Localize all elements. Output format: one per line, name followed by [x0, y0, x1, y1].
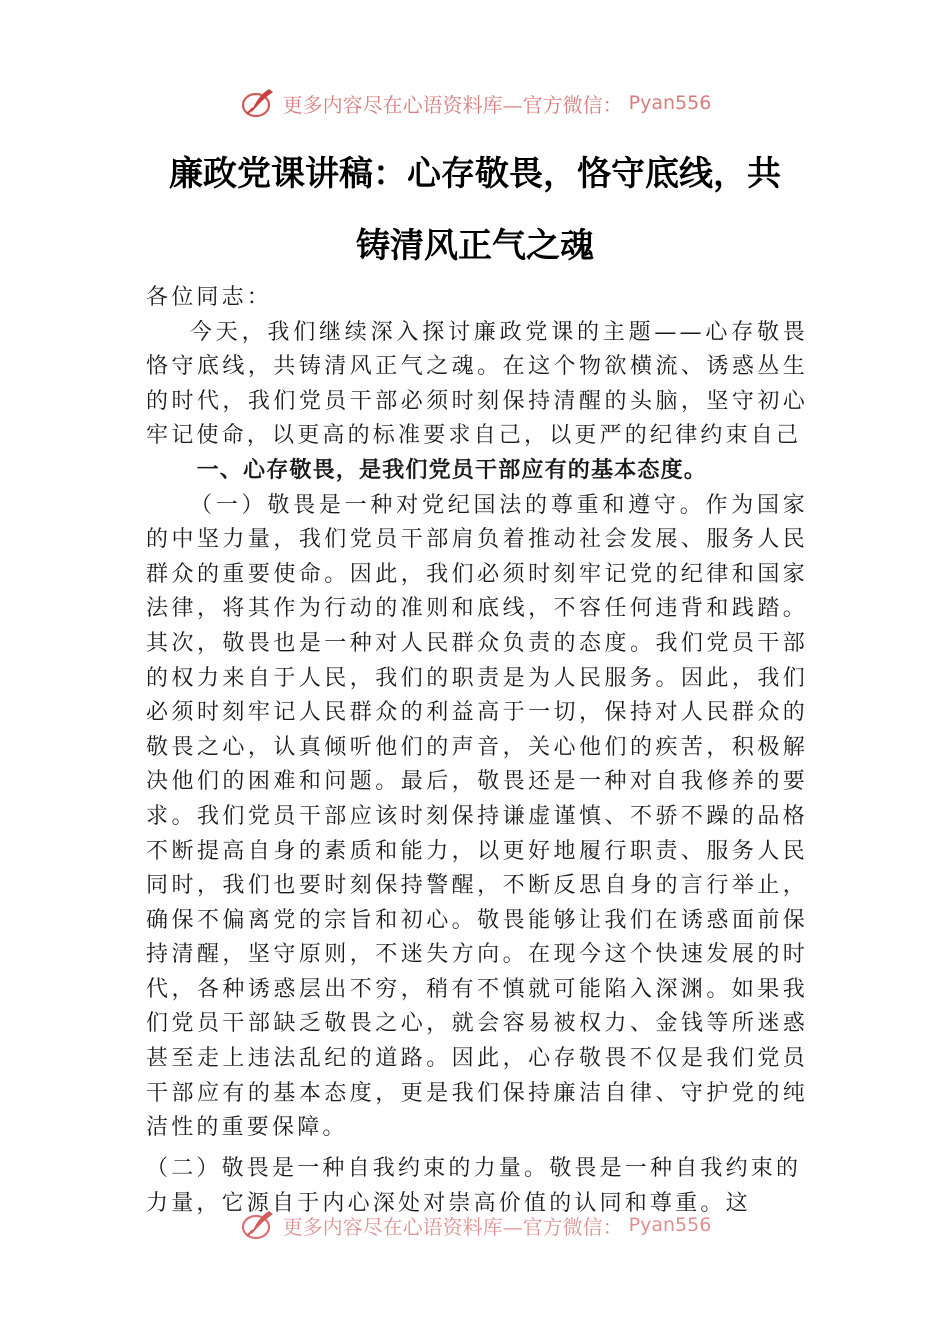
salutation: 各位同志：: [146, 285, 273, 310]
watermark-wechat-id: Pyan556: [628, 92, 712, 114]
watermark-wechat-id: Pyan556: [628, 1214, 712, 1236]
document-title-line-1: 廉政党课讲稿：心存敬畏，恪守底线，共: [169, 154, 781, 194]
watermark-text: 更多内容尽在心语资料库—官方微信：: [282, 92, 623, 117]
quill-pen-logo-icon: [239, 86, 277, 120]
paragraph-2: （二）敬畏是一种自我约束的力量。敬畏是一种自我约束的力量，它源自于内心深处对崇高价值的认同和尊重。这: [146, 1156, 802, 1216]
intro-paragraph: 今天，我们继续深入探讨廉政党课的主题——心存敬畏恪守底线，共铸清风正气之魂。在这个物欲横流、诱惑丛生的时代，我们党员干部必须时刻保持清醒的头脑，坚守初心牢记使命，以更高的标准要求自己，以更严的纪律约束自己: [146, 319, 808, 449]
section-heading-1: 一、心存敬畏，是我们党员干部应有的基本态度。: [196, 457, 707, 483]
header-watermark: [0, 86, 950, 120]
paragraph-1: （一）敬畏是一种对党纪国法的尊重和遵守。作为国家的中坚力量，我们党员干部肩负着推动社会发展、服务人民群众的重要使命。因此，我们必须时刻牢记党的纪律和国家法律，将其作为行动的准则和底线，不容任何违背和践踏。其次，敬畏也是一种对人民群众负责的态度。我们党员干部的权力来自于人民，我们的职责是为人民服务。因此，我们必须时刻牢记人民群众的利益高于一切，保持对人民群众的敬畏之心，认真倾听他们的声音，关心他们的疾苦，积极解决他们的困难和问题。最后，敬畏还是一种对自我修养的要求。我们党员干部应该时刻保持谦虚谨慎、不骄不躁的品格不断提高自身的素质和能力，以更好地履行职责、服务人民同时，我们也要时刻保持警醒，不断反思自身的言行举止，确保不偏离党的宗旨和初心。敬畏能够让我们在诱惑面前保持清醒，坚守原则，不迷失方向。在现今这个快速发展的时代，各种诱惑层出不穷，稍有不慎就可能陷入深渊。如果我们党员干部缺乏敬畏之心，就会容易被权力、金钱等所迷惑甚至走上违法乱纪的道路。因此，心存敬畏不仅是我们党员干部应有的基本态度，更是我们保持廉洁自律、守护党的纯洁性的重要保障。: [146, 492, 808, 1141]
footer-watermark: [0, 1208, 950, 1242]
quill-pen-logo-icon: [239, 1208, 277, 1242]
watermark-text: 更多内容尽在心语资料库—官方微信：: [282, 1214, 623, 1239]
document-title-line-2: 铸清风正气之魂: [356, 226, 594, 266]
document-body: [146, 281, 808, 1146]
